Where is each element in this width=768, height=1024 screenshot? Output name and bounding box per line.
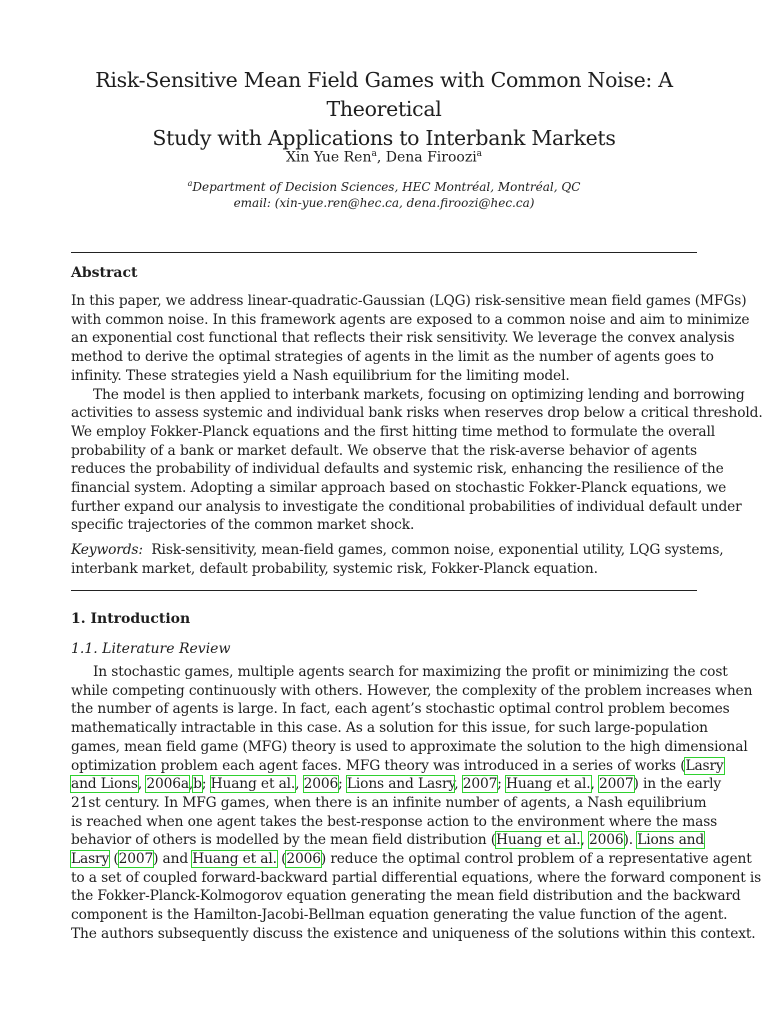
- body-line: while competing continuously with others. However, the complexity of the problem increases when: [71, 682, 753, 699]
- affiliation-marker: a: [371, 149, 377, 159]
- body-line: In stochastic games, multiple agents search for maximizing the profit or minimizing the cost: [93, 664, 728, 680]
- keywords-label: Keywords:: [71, 542, 143, 558]
- body-text: ;: [497, 776, 506, 793]
- author-name: Xin Yue Ren: [285, 149, 372, 166]
- abstract-line: The model is then applied to interbank markets, focusing on optimizing lending and borrowing: [93, 386, 745, 403]
- introduction-paragraph: [71, 663, 762, 944]
- body-text: ,: [580, 832, 590, 849]
- body-text: ,: [188, 776, 194, 793]
- body-text: ) reduce the optimal control problem of a representative agent: [320, 851, 752, 868]
- body-line: to a set of coupled forward-backward partial differential equations, where the forward component is: [71, 869, 762, 886]
- body-line: the number of agents is large. In fact, each agent’s stochastic optimal control problem becomes: [71, 701, 730, 718]
- abstract-paragraph-1: [71, 292, 750, 386]
- citation-link[interactable]: Huang et al.: [192, 851, 277, 868]
- body-line: mathematically intractable in this case. As a solution for this issue, for such large-population: [71, 720, 708, 737]
- citation-link[interactable]: and Lions: [71, 776, 138, 793]
- paper-title: [71, 66, 697, 153]
- abstract-line: with common noise. In this framework agents are exposed to a common noise and aim to minimize: [71, 311, 750, 328]
- body-text: ,: [454, 776, 463, 793]
- author-name: Dena Firoozi: [385, 149, 477, 166]
- keywords-line: interbank market, default probability, systemic risk, Fokker-Planck equation.: [71, 560, 598, 577]
- body-text: (: [276, 851, 287, 868]
- body-text: optimization problem each agent faces. MFG theory was introduced in a series of works (: [71, 757, 686, 774]
- affiliation-email: email: (xin-yue.ren@hec.ca, dena.firoozi@hec.ca): [233, 196, 535, 210]
- body-line: is reached when one agent takes the best-response action to the environment where the mass: [71, 813, 718, 830]
- citation-link[interactable]: Huang et al.: [505, 776, 591, 793]
- affiliation-marker: a: [476, 149, 483, 159]
- body-line: 21st century. In MFG games, when there is an infinite number of agents, a Nash equilibrium: [71, 794, 707, 811]
- citation-link[interactable]: 2006: [303, 776, 339, 793]
- body-line: [71, 757, 724, 776]
- citation-link[interactable]: Lions and: [637, 832, 705, 849]
- body-text: ,: [137, 776, 147, 793]
- body-line: [71, 775, 722, 794]
- abstract-line: In this paper, we address linear-quadratic-Gaussian (LQG) risk-sensitive mean field games (MFGs): [71, 293, 747, 309]
- abstract-line: an exponential cost functional that reflects their risk sensitivity. We leverage the convex analysis: [71, 330, 735, 347]
- body-text: ).: [623, 832, 638, 849]
- body-text: ) in the early: [633, 776, 722, 793]
- body-text: ;: [338, 776, 347, 793]
- body-text: ,: [295, 776, 304, 793]
- abstract-line: reduces the probability of individual defaults and systemic risk, enhancing the resilience of the: [71, 461, 724, 478]
- citation-link[interactable]: Huang et al.: [495, 832, 581, 849]
- citation-link[interactable]: Huang et al.: [210, 776, 296, 793]
- citation-link[interactable]: 2007: [462, 776, 498, 793]
- body-line: The authors subsequently discuss the existence and uniqueness of the solutions within this context.: [71, 925, 756, 942]
- abstract-heading: Abstract: [71, 265, 138, 281]
- keywords-text: Risk-sensitivity, mean-field games, common noise, exponential utility, LQG systems,: [151, 542, 724, 558]
- citation-link[interactable]: 2007: [118, 851, 154, 868]
- abstract-line: We employ Fokker-Planck equations and the first hitting time method to formulate the overall: [71, 423, 716, 440]
- affiliation-line-1: [71, 176, 697, 195]
- citation-link[interactable]: 2006: [286, 851, 321, 868]
- affiliation-marker: a: [187, 179, 193, 188]
- body-text: ;: [201, 776, 211, 793]
- body-line: component is the Hamilton-Jacobi-Bellman equation generating the value function of the agent.: [71, 907, 728, 924]
- body-text: (: [109, 851, 119, 868]
- citation-link[interactable]: 2006a: [146, 776, 189, 793]
- abstract-bottom-rule: [71, 590, 697, 591]
- citation-link[interactable]: 2006: [589, 832, 624, 849]
- affiliation: [71, 176, 697, 211]
- author-list: [71, 145, 697, 167]
- abstract-line: financial system. Adopting a similar approach based on stochastic Fokker-Planck equations, we: [71, 480, 727, 497]
- citation-link[interactable]: Lasry: [71, 851, 110, 868]
- affiliation-department: Department of Decision Sciences, HEC Montréal, Montréal, QC: [192, 180, 581, 194]
- abstract-line: probability of a bank or market default. We observe that the risk-averse behavior of agents: [71, 442, 697, 459]
- citation-link[interactable]: Lasry: [685, 757, 724, 774]
- author-separator: ,: [376, 149, 386, 166]
- body-line: games, mean field game (MFG) theory is used to approximate the solution to the high dimensional: [71, 738, 748, 755]
- abstract-line: further expand our analysis to investigate the conditional probabilities of individual default under: [71, 498, 742, 515]
- section-heading-introduction: 1. Introduction: [71, 611, 191, 627]
- abstract-line: specific trajectories of the common market shock.: [71, 517, 415, 534]
- title-line-1: Risk-Sensitive Mean Field Games with Common Noise: A Theoretical: [95, 68, 673, 121]
- abstract-line: activities to assess systemic and individual bank risks when reserves drop below a critical threshold.: [71, 405, 763, 422]
- abstract-line: method to derive the optimal strategies of agents in the limit as the number of agents goes to: [71, 349, 714, 366]
- citation-link[interactable]: Lions and Lasry: [346, 776, 455, 793]
- keywords: [71, 541, 724, 578]
- body-text: ) and: [153, 851, 193, 868]
- body-line: [71, 850, 752, 869]
- keywords-line: [71, 541, 724, 560]
- body-text: ,: [590, 776, 600, 793]
- subsection-heading-literature-review: 1.1. Literature Review: [71, 641, 231, 657]
- abstract-paragraph-2: [71, 386, 763, 536]
- abstract-top-rule: [71, 252, 697, 253]
- title-line-2: Study with Applications to Interbank Markets: [152, 126, 616, 150]
- body-line: [71, 831, 705, 850]
- body-text: behavior of others is modelled by the mean field distribution (: [71, 832, 496, 849]
- citation-link[interactable]: b: [193, 776, 202, 793]
- body-line: the Fokker-Planck-Kolmogorov equation generating the mean field distribution and the backward: [71, 888, 741, 905]
- abstract-line: infinity. These strategies yield a Nash equilibrium for the limiting model.: [71, 367, 570, 384]
- citation-link[interactable]: 2007: [599, 776, 634, 793]
